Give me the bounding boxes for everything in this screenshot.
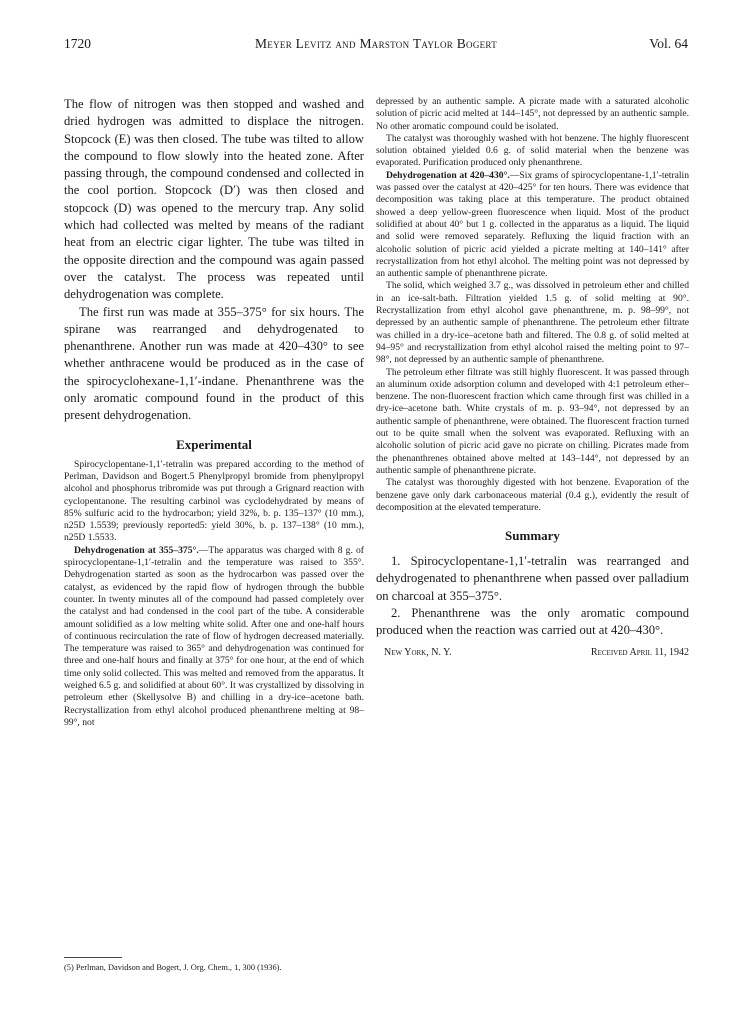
experimental-paragraph: The catalyst was thoroughly washed with hot benzene. The highly fluorescent solution obtained yielded 0.6 g. of solid material when the benzene was evaporated. Purification produced only phenanthrene. — [376, 132, 689, 169]
section-heading-summary: Summary — [505, 528, 560, 544]
right-column — [376, 96, 689, 663]
body-paragraph: The first run was made at 355–375° for six hours. The spirane was rearranged and dehydrogenated to phenanthrene. Another run was made at 420–430° to see whether anthracene would be produced as in the case of the spirocyclohexane-1,1′-indane. Phenanthrene was the only aromatic compound found in the product of this present dehydrogenation. — [64, 304, 364, 423]
experimental-paragraph — [376, 170, 689, 281]
section-heading-experimental: Experimental — [176, 436, 252, 452]
page-number: 1720 — [64, 36, 91, 51]
running-header — [64, 36, 688, 56]
summary-item: 1. Spirocyclopentane-1,1′-tetralin was rearranged and dehydrogenated to phenanthrene when passed over palladium on charcoal at 355–375°. — [376, 554, 689, 603]
run-in-heading: Dehydrogenation at 355–375°. — [74, 544, 199, 556]
volume-number: Vol. 64 — [649, 36, 688, 51]
received-date: Received April 11, 1942 — [590, 646, 689, 658]
signature-line — [376, 647, 689, 663]
body-paragraph: The flow of nitrogen was then stopped and washed and dried hydrogen was admitted to displace the nitrogen. Stopcock (E) was then closed. The tube was tilted to allow the compound to flow slowly into the heated zone. After passing through, the compound condensed and collected in the cool portion. Stopcock (D′) was then closed and stopcock (D) was opened to the mercury trap. Any solid which had collected was melted by means of the radiant heat from an electric cigar lighter. The tube was tilted in the opposite direction and the compound was again passed over the catalyst. The process was repeated until dehydrogenation was complete. — [64, 97, 364, 302]
experimental-paragraph — [64, 545, 364, 729]
footnote: (5) Perlman, Davidson and Bogert, J. Org. Chem., 1, 300 (1936). — [64, 963, 282, 972]
experimental-paragraph: Spirocyclopentane-1,1′-tetralin was prepared according to the method of Perlman, Davidson and Bogert.5 Phenylpropyl bromide from phenylpropyl alcohol and phosphorus tribromide was put through a Grignard reaction with cyclopentanone. The resulting carbinol was cyclodehydrated by means of 85% sulfuric acid to the hydrocarbon; yield 32%, b. p. 135–137° (10 mm.), n25D 1.5539; previously reported5: yield 30%, b. p. 137–138° (10 mm.), n25D 1.5533. — [64, 458, 364, 544]
paragraph-text: —The apparatus was charged with 8 g. of spirocyclopentane-1,1′-tetralin and the temperature was raised to 355°. Dehydrogenation started as soon as the hydrocarbon was passed over the catalyst, as evidenced by the rapid flow of hydrogen through the bubble counter. In twenty minutes all of the compound had passed completely over the catalyst and had condensed in the cool part of the tube. A considerable amount solidified as a low melting white solid. After one and one-half hours of continuous recirculation the rate of flow of hydrogen decreased materially. The temperature was raised to 365° and dehydrogenation was continued for three and one-half hours and finally at 375° for one hour, at the end of which time only solid collected. This was melted and removed from the apparatus. It weighed 6.5 g. and solidified at about 60°. It was crystallized by dissolving in petroleum ether (Skellysolve B) and chilling in a dry-ice–acetone bath. Recrystallization from ethyl alcohol produced phenanthrene melting at 98–99°, not — [64, 544, 364, 728]
running-head-authors: Meyer Levitz and Marston Taylor Bogert — [255, 36, 497, 51]
left-column — [64, 96, 364, 729]
run-in-heading: Dehydrogenation at 420–430°. — [386, 169, 510, 181]
experimental-paragraph: The catalyst was thoroughly digested with hot benzene. Evaporation of the benzene gave only dark carbonaceous material (0.4 g.), evidently the result of decomposition at the elevated temperature. — [376, 477, 689, 513]
experimental-paragraph: depressed by an authentic sample. A picrate made with a saturated alcoholic solution of picric acid melted at 144–145°, not depressed by an authentic sample. No other aromatic compound could be isolated. — [376, 96, 689, 132]
experimental-paragraph: The petroleum ether filtrate was still highly fluorescent. It was passed through an aluminum oxide adsorption column and developed with 4:1 petroleum ether–benzene. The non-fluorescent fraction which came through first was chilled in a dry-ice–acetone bath. White crystals of m. p. 93–94°, not depressed by an authentic sample of phenanthrene, were obtained. The fluorescent fraction turned out to be quite small when the solvent was evaporated. Refluxing with an alcoholic solution of picric acid gave no picrate on chilling. Picrates made from the phenanthrenes obtained above melted at 143–144°, not depressed by an authentic sample of phenanthrene picrate. — [376, 366, 689, 476]
footnote-rule — [64, 957, 122, 958]
location: New York, N. Y. — [384, 646, 452, 658]
experimental-paragraph: The solid, which weighed 3.7 g., was dissolved in petroleum ether and chilled in an ice-salt-bath. Filtration yielded 1.5 g. of solid melting at 90°. Recrystallization from ethyl alcohol gave phenanthrene, m. p. 98–99°, not depressed by an authentic sample of phenanthrene. The petroleum ether filtrate was chilled in a dry-ice–acetone bath and filtered. The 0.8 g. of solid melted at 94–95° and recrystallization from ethyl alcohol raised the melting point to 97–98°, not depressed by an authentic sample of phenanthrene. — [376, 280, 689, 366]
paragraph-text: —Six grams of spirocyclopentane-1,1′-tetralin was passed over the catalyst at 420–425° for ten hours. There was evidence that decomposition was taking place at this temperature. The product obtained showed a deep yellow-green fluorescence when liquid. Most of the product solidified at about 40° but 1 g. collected in the apparatus as a liquid. The liquid and solid were removed separately. Refluxing the liquid fraction with an alcoholic solution of picric acid yielded a picrate melting at 140–141° after recrystallization from hot ethyl alcohol. The melting point was not depressed by an authentic sample of phenanthrene picrate. — [376, 169, 690, 280]
summary-item: 2. Phenanthrene was the only aromatic compound produced when the reaction was carried out at 420–430°. — [376, 605, 689, 638]
